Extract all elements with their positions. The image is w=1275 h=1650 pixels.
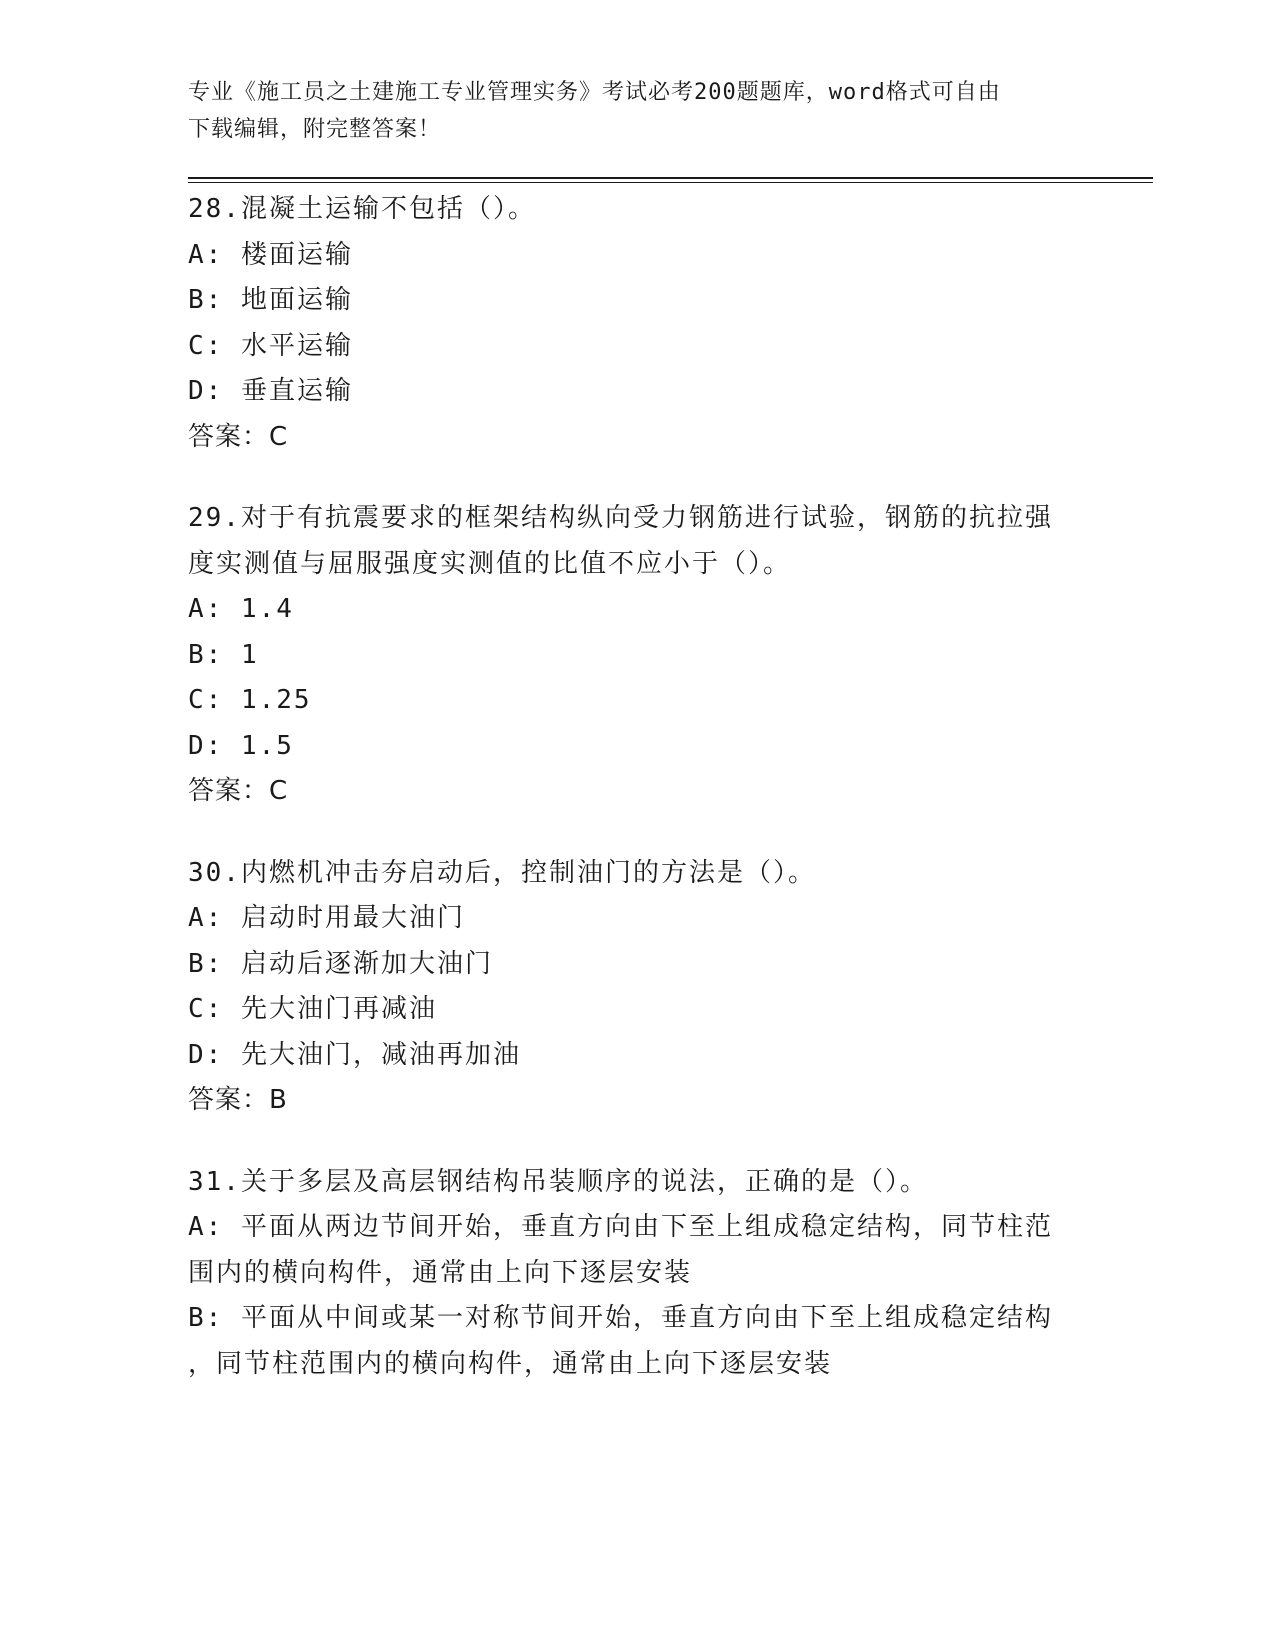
question-text: 28.混凝土运输不包括（）。 — [188, 194, 536, 224]
header-line-2: 下载编辑，附完整答案！ — [188, 117, 442, 142]
option-c: C: 1.25 — [188, 685, 312, 715]
answer: 答案：C — [188, 421, 289, 452]
question-text: 30.内燃机冲击夯启动后，控制油门的方法是（）。 — [188, 857, 816, 888]
option-b-line-1: B: 平面从中间或某一对称节间开始，垂直方向由下至上组成稳定结构 — [188, 1303, 1053, 1333]
question-list — [188, 187, 1088, 1423]
option-a: A: 1.4 — [188, 594, 294, 624]
option-d: D: 垂直运输 — [188, 376, 353, 406]
option-b: B: 1 — [188, 639, 259, 670]
header-divider-thick — [188, 177, 1153, 179]
option-d: D: 先大油门，减油再加油 — [188, 1039, 521, 1070]
option-a: A: 楼面运输 — [188, 239, 353, 270]
option-b: B: 启动后逐渐加大油门 — [188, 948, 493, 979]
option-a: A: 启动时用最大油门 — [188, 903, 465, 933]
question-text: 31.关于多层及高层钢结构吊装顺序的说法，正确的是（）。 — [188, 1166, 928, 1197]
answer: 答案：C — [188, 776, 289, 806]
question-31 — [188, 1160, 1088, 1388]
question-28 — [188, 187, 1088, 460]
option-a-line-2: 围内的横向构件，通常由上向下逐层安装 — [188, 1257, 693, 1288]
header-line-1: 专业《施工员之土建施工专业管理实务》考试必考200题题库，word格式可自由 — [188, 80, 1001, 105]
question-30 — [188, 851, 1088, 1124]
option-c: C: 水平运输 — [188, 330, 353, 361]
option-a-line-1: A: 平面从两边节间开始，垂直方向由下至上组成稳定结构，同节柱范 — [188, 1212, 1053, 1242]
option-b-line-2: ，同节柱范围内的横向构件，通常由上向下逐层安装 — [188, 1348, 833, 1379]
option-b: B: 地面运输 — [188, 285, 353, 315]
answer: 答案：B — [188, 1085, 288, 1115]
option-d: D: 1.5 — [188, 730, 294, 761]
question-text-line-2: 度实测值与屈服强度实测值的比值不应小于（）。 — [188, 548, 792, 579]
document-header — [188, 74, 1068, 148]
question-29 — [188, 496, 1088, 815]
option-c: C: 先大油门再减油 — [188, 994, 437, 1024]
question-text-line-1: 29.对于有抗震要求的框架结构纵向受力钢筋进行试验，钢筋的抗拉强 — [188, 503, 1053, 533]
header-divider-thin — [188, 182, 1153, 183]
